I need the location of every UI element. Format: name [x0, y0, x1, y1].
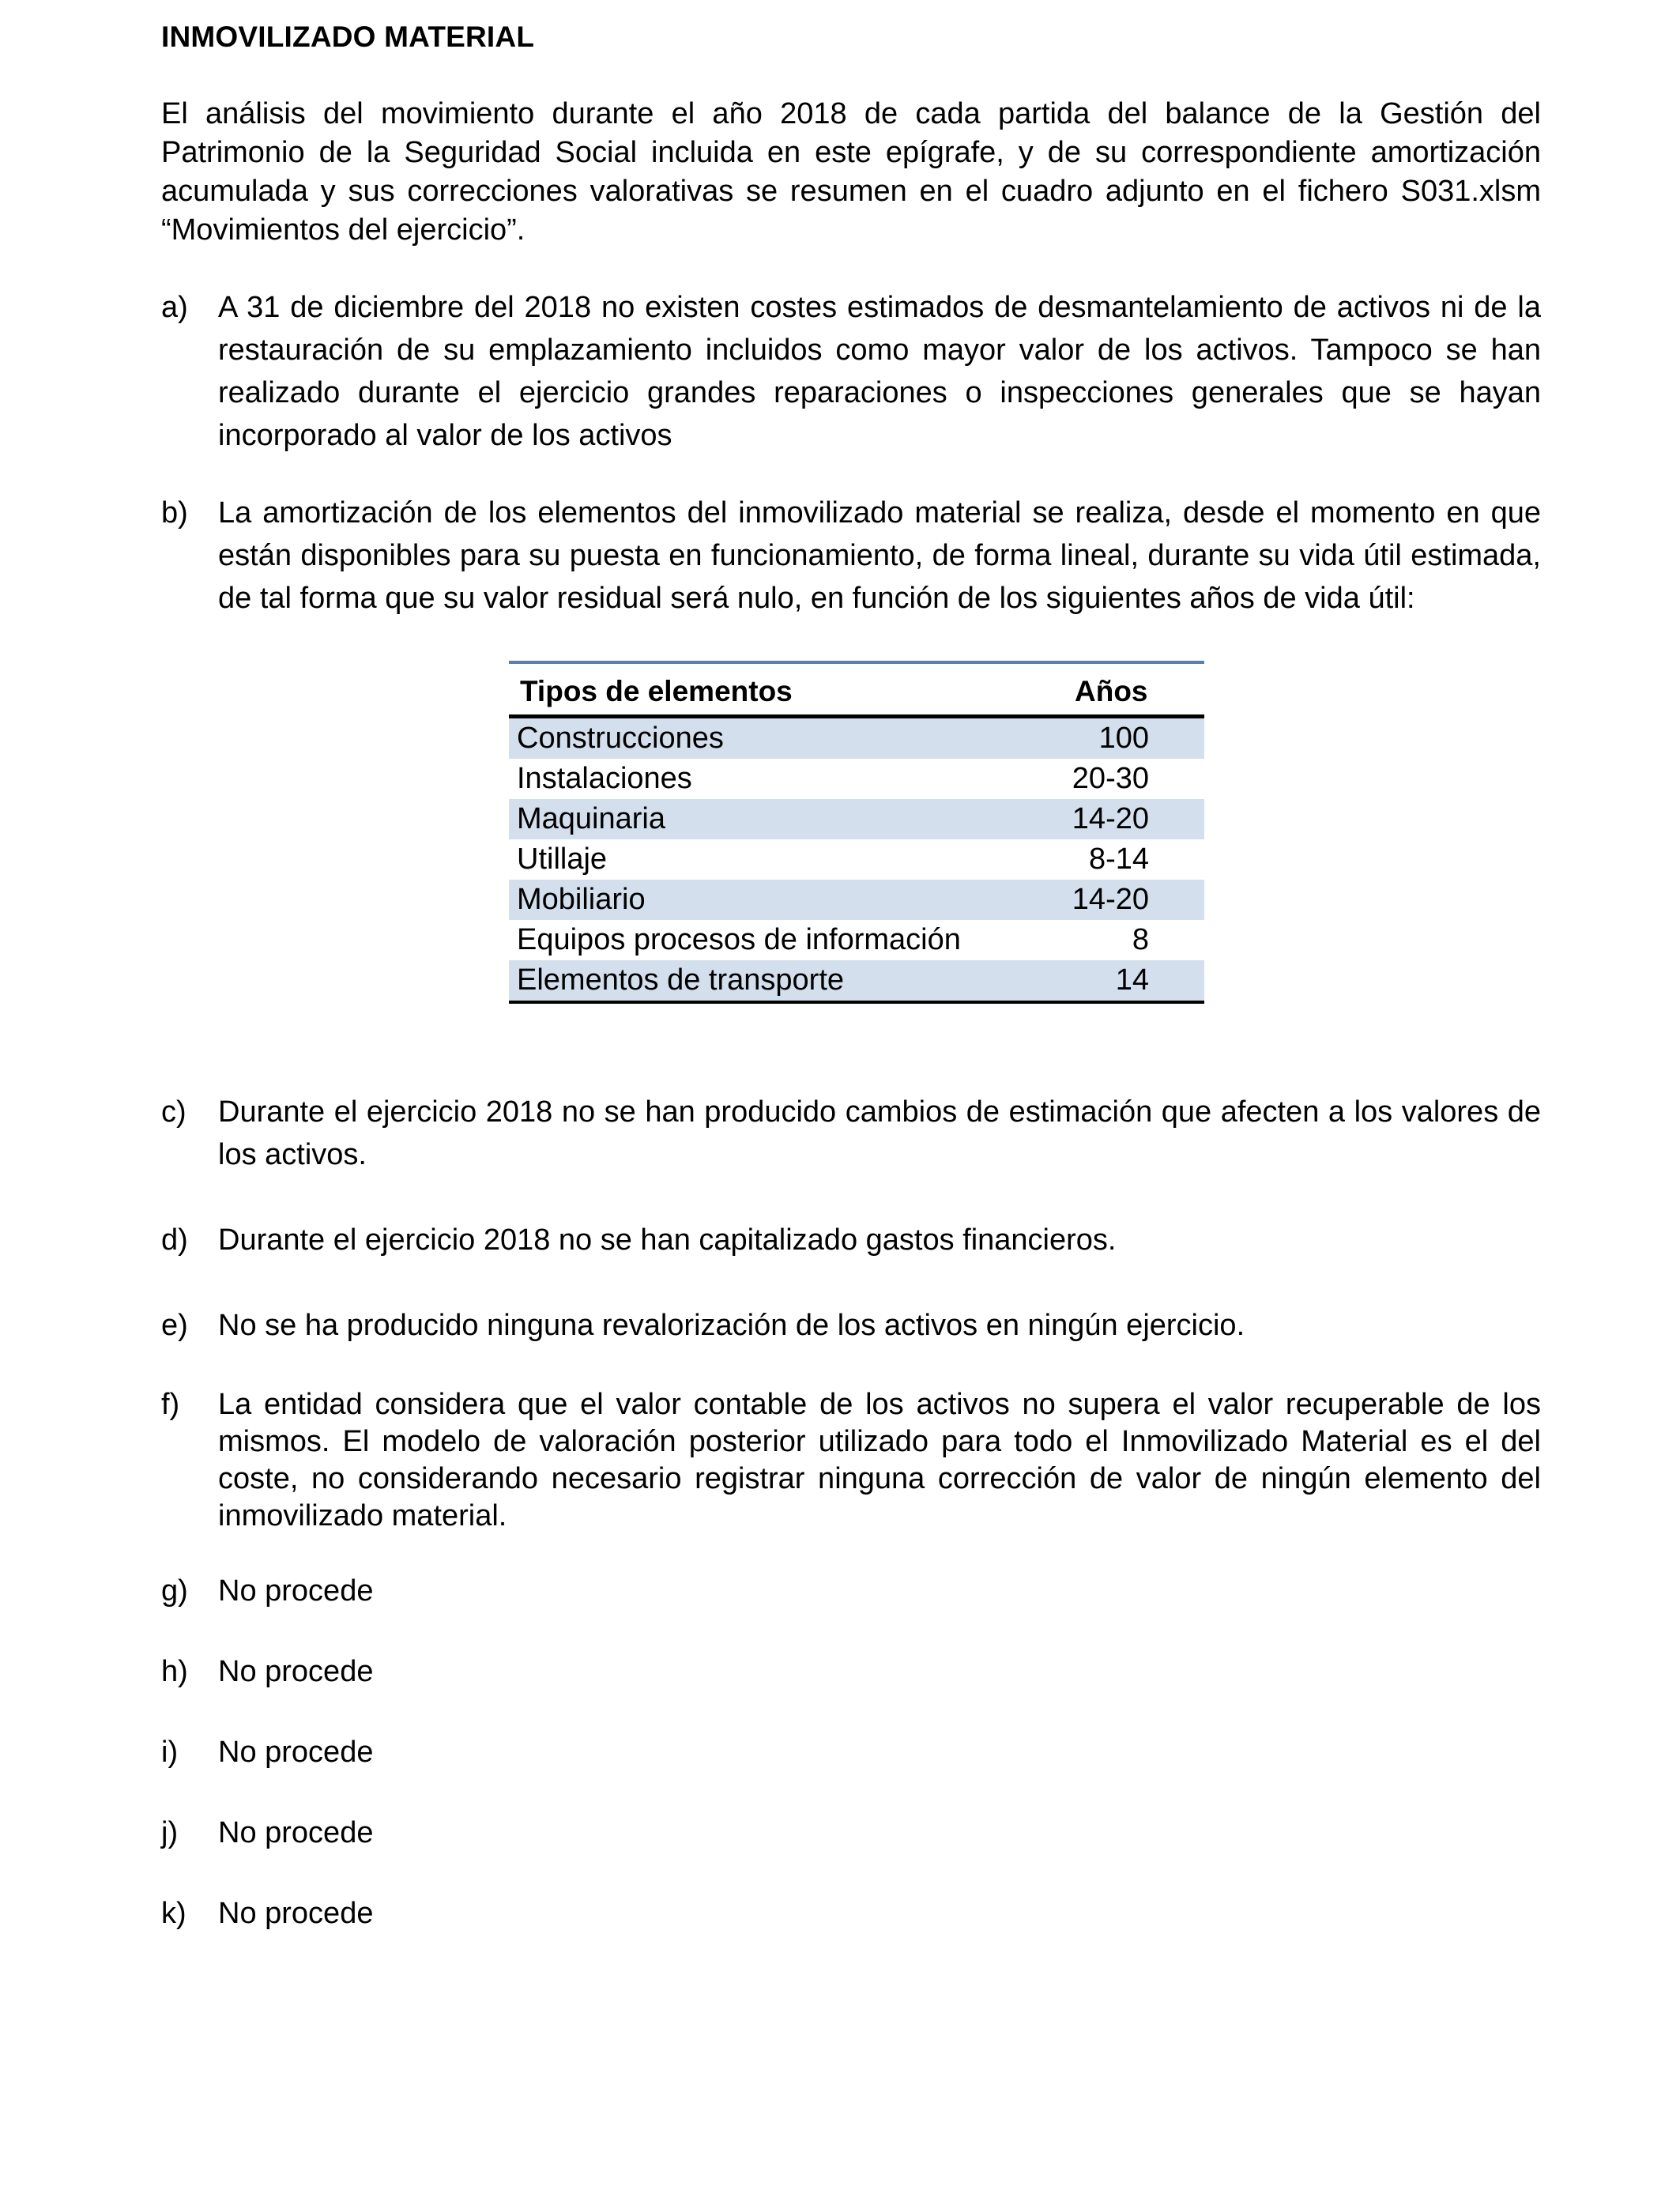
list-item-text: Durante el ejercicio 2018 no se han producido cambios de estimación que afecten a los valores de los activos.	[218, 1095, 1541, 1171]
cell-years: 14	[1115, 963, 1149, 997]
list-item-text: A 31 de diciembre del 2018 no existen costes estimados de desmantelamiento de activos ni de la restauración de su emplazamiento incluidos como mayor valor de los activos. Tampoco se han realizado durante el ejercicio grandes reparaciones o inspecciones generales que se hayan incorporado al valor de los activos	[218, 291, 1541, 452]
cell-element-type: Maquinaria	[517, 802, 665, 835]
intro-paragraph: El análisis del movimiento durante el año 2018 de cada partida del balance de la Gestión del Patrimonio de la Seguridad Social incluida en este epígrafe, y de su correspondiente amortización acumulada y sus correcciones valorativas se resumen en el cuadro adjunto en el fichero S031.xlsm “Movimientos del ejercicio”.	[161, 97, 1541, 247]
list-item-text: No se ha producido ninguna revalorización de los activos en ningún ejercicio.	[218, 1309, 1245, 1342]
list-item-text: No procede	[218, 1736, 374, 1769]
section-title: INMOVILIZADO MATERIAL	[161, 21, 535, 53]
list-marker: f)	[161, 1388, 180, 1421]
table-bottom-rule	[509, 1001, 1204, 1004]
table-row	[509, 799, 1204, 839]
table-row	[509, 920, 1204, 960]
list-marker: k)	[161, 1897, 186, 1930]
cell-years: 20-30	[1072, 762, 1149, 795]
cell-years: 8	[1132, 923, 1149, 956]
list-item-text: Durante el ejercicio 2018 no se han capitalizado gastos financieros.	[218, 1223, 1117, 1257]
list-marker: c)	[161, 1095, 186, 1129]
table-row	[509, 839, 1204, 880]
list-item-text: No procede	[218, 1897, 374, 1930]
table-row	[509, 880, 1204, 920]
list-marker: d)	[161, 1223, 188, 1257]
cell-years: 14-20	[1072, 802, 1149, 835]
list-marker: j)	[161, 1816, 179, 1849]
list-item-text: La entidad considera que el valor contable de los activos no supera el valor recuperable de los mismos. El modelo de valoración posterior utilizado para todo el Inmovilizado Material es el del coste, no considerando necesario registrar ninguna corrección de valor de ningún elemento del inmovilizado material.	[218, 1388, 1541, 1532]
list-marker: e)	[161, 1309, 188, 1342]
cell-years: 100	[1098, 722, 1149, 755]
list-marker: b)	[161, 496, 188, 530]
header-element-type: Tipos de elementos	[520, 675, 793, 707]
table-row	[509, 960, 1204, 1001]
table-row	[509, 718, 1204, 759]
cell-element-type: Utillaje	[517, 843, 608, 876]
table-row	[509, 759, 1204, 799]
cell-element-type: Mobiliario	[517, 883, 646, 916]
list-item-text: No procede	[218, 1574, 374, 1608]
list-marker: i)	[161, 1736, 179, 1769]
useful-life-table	[509, 661, 1204, 1004]
cell-years: 8-14	[1088, 843, 1149, 876]
list-marker: h)	[161, 1655, 188, 1688]
header-years: Años	[1075, 675, 1148, 707]
cell-years: 14-20	[1072, 883, 1149, 916]
list-marker: a)	[161, 291, 188, 324]
cell-element-type: Elementos de transporte	[517, 963, 845, 997]
cell-element-type: Instalaciones	[517, 762, 692, 795]
cell-element-type: Construcciones	[517, 722, 724, 755]
cell-element-type: Equipos procesos de información	[517, 923, 961, 956]
list-marker: g)	[161, 1574, 188, 1608]
table-header	[509, 664, 1204, 718]
list-item-text: No procede	[218, 1655, 374, 1688]
list-item-text: La amortización de los elementos del inmovilizado material se realiza, desde el momento en que están disponibles para su puesta en funcionamiento, de forma lineal, durante su vida útil estimada, de tal forma que su valor residual será nulo, en función de los siguientes años de vida útil:	[218, 496, 1541, 615]
list-item-text: No procede	[218, 1816, 374, 1849]
